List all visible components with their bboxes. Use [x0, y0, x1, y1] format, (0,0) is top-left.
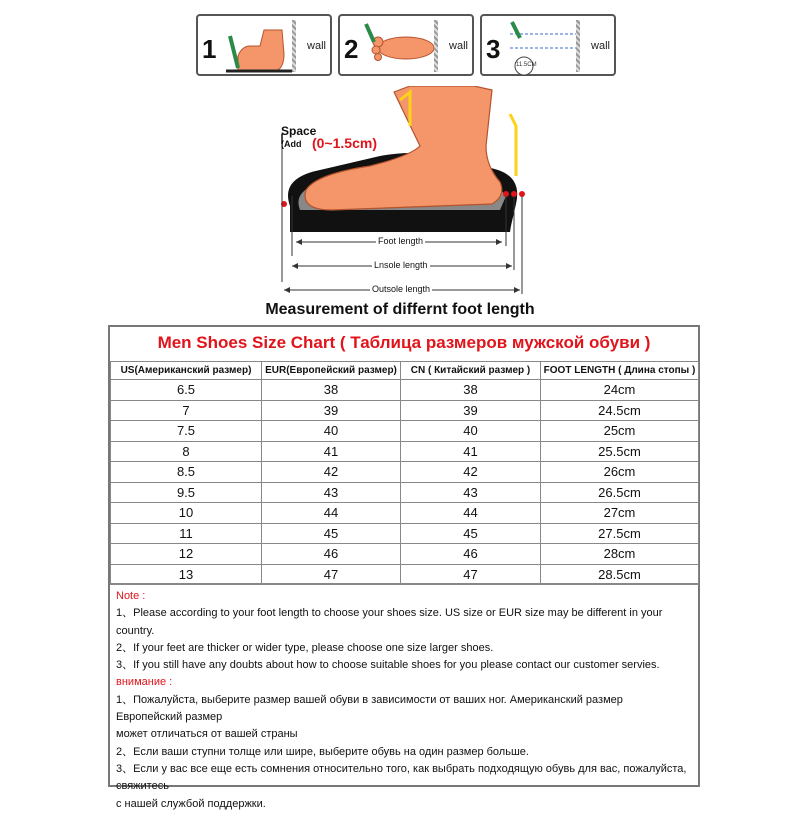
note-ru-3-cont: с нашей службой поддержки. [116, 797, 266, 810]
foot-length-cell: 26cm [541, 462, 699, 483]
eur-size-cell: 41 [262, 441, 401, 462]
step-1-wall-label: wall [307, 40, 326, 52]
table-row [111, 441, 699, 462]
us-size-cell: 8.5 [111, 462, 262, 483]
step-3-wall-label: wall [591, 40, 610, 52]
cn-size-cell: 39 [401, 400, 541, 421]
eur-size-cell: 44 [262, 503, 401, 524]
table-row [111, 462, 699, 483]
table-header-row [111, 362, 699, 380]
eur-size-cell: 43 [262, 482, 401, 503]
us-size-cell: 7 [111, 400, 262, 421]
foot-length-cell: 27cm [541, 503, 699, 524]
us-size-cell: 9.5 [111, 482, 262, 503]
table-row [111, 482, 699, 503]
column-header-cn: CN ( Китайский размер ) [401, 362, 541, 380]
cn-size-cell: 42 [401, 462, 541, 483]
step-3-panel [480, 14, 616, 76]
step-2-number: 2 [344, 34, 359, 64]
foot-length-cell: 28.5cm [541, 564, 699, 585]
eur-size-cell: 45 [262, 523, 401, 544]
cn-size-cell: 46 [401, 544, 541, 565]
us-size-cell: 6.5 [111, 380, 262, 401]
step-1-number: 1 [202, 34, 217, 64]
wall-icon [292, 20, 296, 72]
step-1-panel [196, 14, 332, 76]
note-ru-1: 1、Пожалуйста, выберите размер вашей обуви в зависимости от ваших ног. Американский размер Европейский размер [116, 693, 623, 724]
column-header-us: US(Американский размер) [111, 362, 262, 380]
size-table [110, 361, 699, 585]
foot-length-cell: 28cm [541, 544, 699, 565]
foot-length-label: Foot length [378, 236, 424, 246]
cn-size-cell: 47 [401, 564, 541, 585]
us-size-cell: 8 [111, 441, 262, 462]
table-row [111, 503, 699, 524]
step-3-number: 3 [486, 34, 501, 64]
cn-size-cell: 45 [401, 523, 541, 544]
eur-size-cell: 47 [262, 564, 401, 585]
eur-size-cell: 46 [262, 544, 401, 565]
us-size-cell: 11 [111, 523, 262, 544]
note-ru-1-cont: может отличаться от вашей страны [116, 728, 298, 741]
outsole-length-label: Outsole length [372, 284, 431, 294]
note-ru-3: 3、Если у вас все еще есть сомнения относительно того, как выбрать подходящую обувь для вас, пожалуйста, свяжитесь [116, 762, 687, 793]
column-header-foot-length: FOOT LENGTH ( Длина стопы ) [541, 362, 699, 380]
table-row [111, 523, 699, 544]
foot-length-cell: 27.5cm [541, 523, 699, 544]
us-size-cell: 12 [111, 544, 262, 565]
cn-size-cell: 38 [401, 380, 541, 401]
measurement-steps [196, 14, 616, 76]
cn-size-cell: 41 [401, 441, 541, 462]
step-2-panel [338, 14, 474, 76]
cn-size-cell: 43 [401, 482, 541, 503]
foot-length-cell: 26.5cm [541, 482, 699, 503]
insole-length-label: Lnsole length [374, 260, 428, 270]
step-3-length-mark: 11.5CM [516, 62, 537, 68]
size-chart [108, 325, 700, 810]
eur-size-cell: 39 [262, 400, 401, 421]
note-en-2: 2、If your feet are thicker or wider type, please choose one size larger shoes. [116, 641, 494, 654]
us-size-cell: 10 [111, 503, 262, 524]
wall-icon [576, 20, 580, 72]
space-label: Space [281, 124, 317, 138]
step-2-wall-label: wall [449, 40, 468, 52]
note-heading: Note : [116, 590, 146, 602]
cn-size-cell: 44 [401, 503, 541, 524]
note-en-1: 1、Please according to your foot length to choose your shoes size. US size or EUR size may be different in your country. [116, 607, 663, 637]
size-chart-title: Men Shoes Size Chart ( Таблица размеров мужской обуви ) [157, 333, 651, 352]
us-size-cell: 13 [111, 564, 262, 585]
table-row [111, 421, 699, 442]
note-ru-2: 2、Если ваши ступни толще или шире, выберите обувь на один размер больше. [116, 745, 529, 758]
notes-section [110, 583, 698, 813]
us-size-cell: 7.5 [111, 421, 262, 442]
cn-size-cell: 40 [401, 421, 541, 442]
eur-size-cell: 40 [262, 421, 401, 442]
note-en-3: 3、If you still have any doubts about how to choose suitable shoes for you please contact our customer servies. [116, 659, 660, 672]
wall-icon [434, 20, 438, 72]
table-row [111, 544, 699, 565]
space-range-label: (0~1.5cm) [312, 135, 377, 151]
measurement-title: Measurement of differnt foot length [265, 301, 535, 318]
note-ru-heading: внимание : [116, 676, 173, 689]
table-row [111, 564, 699, 585]
column-header-eur: EUR(Европейский размер) [262, 362, 401, 380]
foot-length-cell: 25cm [541, 421, 699, 442]
table-row [111, 400, 699, 421]
foot-length-cell: 24cm [541, 380, 699, 401]
foot-length-cell: 25.5cm [541, 441, 699, 462]
eur-size-cell: 38 [262, 380, 401, 401]
foot-length-cell: 24.5cm [541, 400, 699, 421]
table-row [111, 380, 699, 401]
space-add-label: (Add [281, 139, 302, 149]
eur-size-cell: 42 [262, 462, 401, 483]
